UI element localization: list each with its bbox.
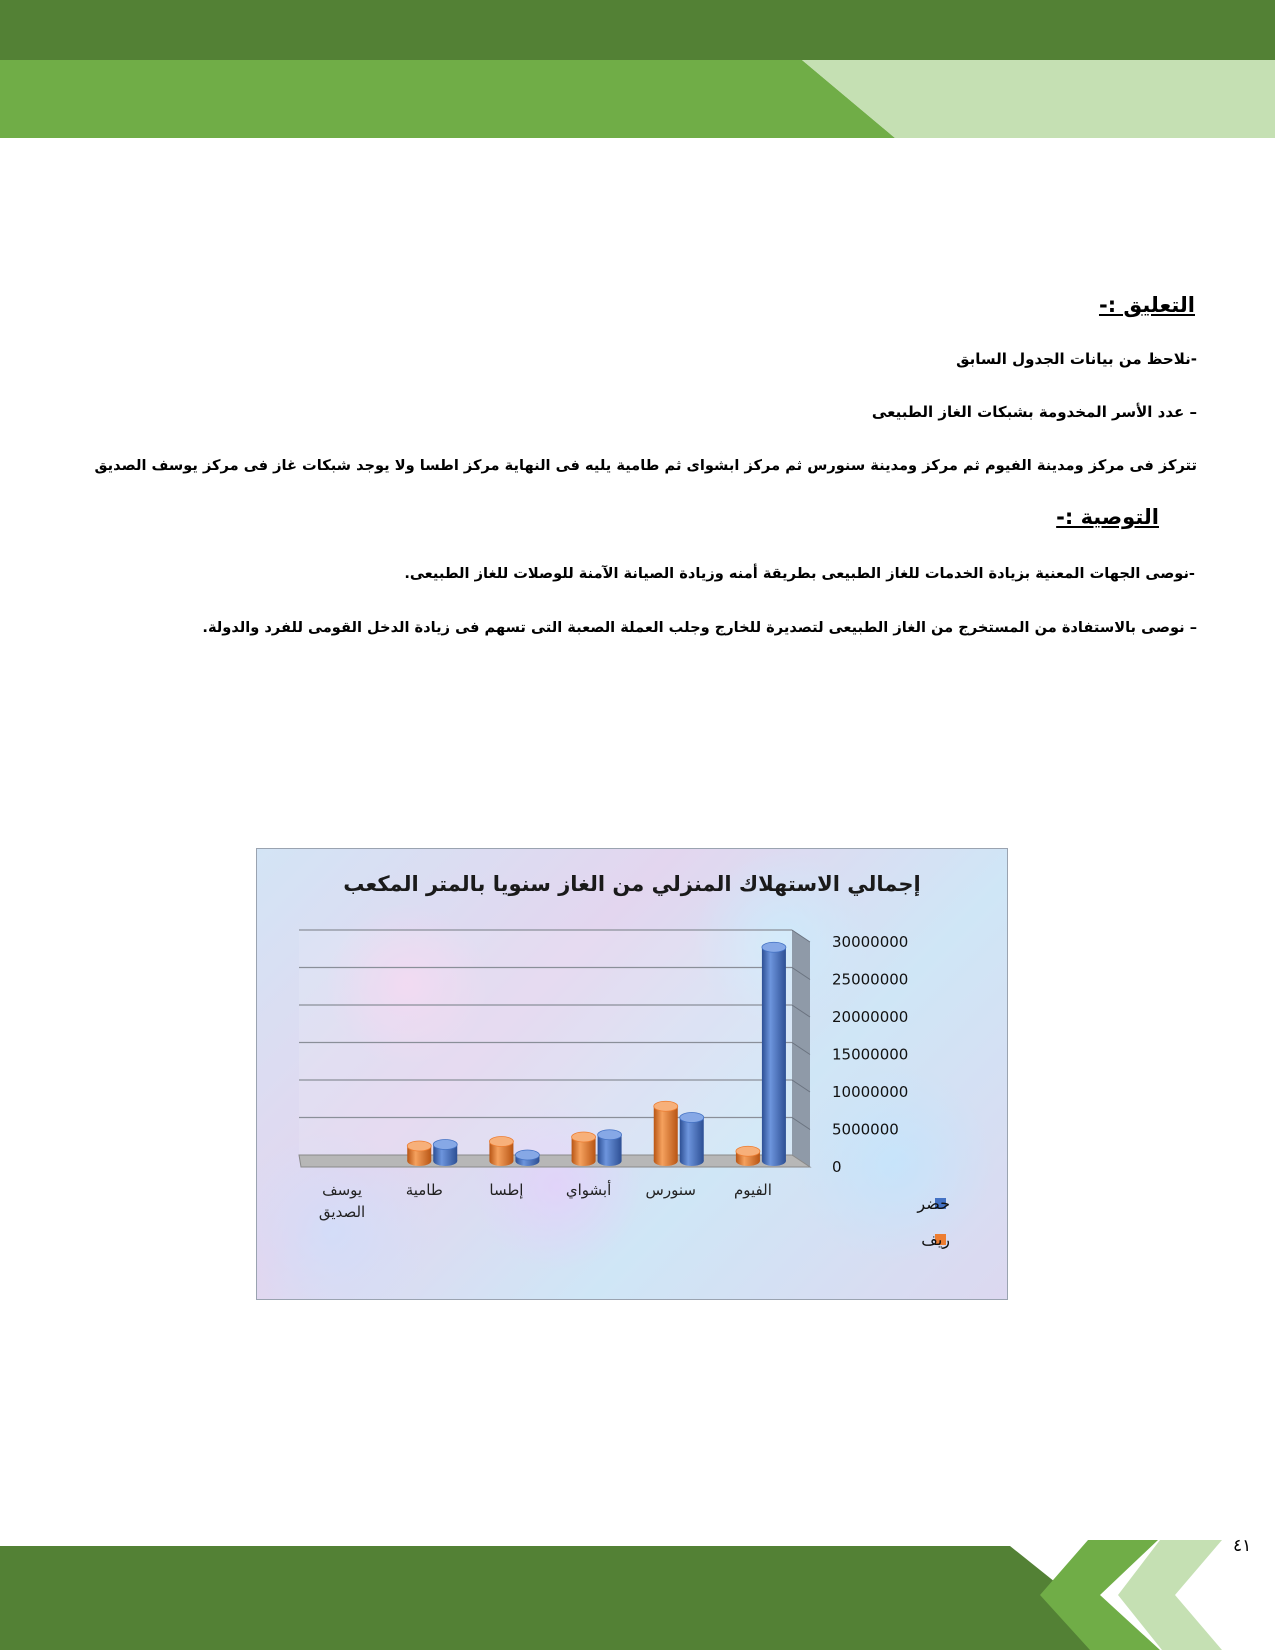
chart-bar-top [407, 1141, 431, 1151]
chart-y-tick-label: 10000000 [832, 1083, 909, 1101]
chart-x-tick-label: سنورس [645, 1181, 696, 1199]
chart-bar-base [680, 1156, 704, 1166]
chart-bar [762, 947, 786, 1161]
chart-bar-base [762, 1156, 786, 1166]
header-banner [0, 0, 1275, 140]
chart-bar-base [736, 1156, 760, 1166]
recommendation-line-2: – نوصى بالاستفادة من المستخرج من الغاز الطبيعى لتصديرة للخارج وجلب العملة الصعبة التى تسهم فى زيادة الدخل القومى للفرد والدولة. [202, 619, 1197, 636]
chart-y-tick-label: 0 [832, 1158, 842, 1176]
chart-floor [299, 1155, 810, 1167]
chart-x-tick-label: إطسا [489, 1181, 524, 1199]
header-mid-band [0, 60, 895, 138]
header-dark-band [0, 0, 1275, 60]
chart-bar-top [736, 1146, 760, 1156]
chart-bar-base [407, 1156, 431, 1166]
chart-bar-top [762, 942, 786, 952]
chart-bar-top [680, 1113, 704, 1123]
chart-bar-top [654, 1101, 678, 1111]
chart-container [256, 848, 1008, 1300]
chart-svg [257, 849, 1007, 1299]
comment-line-1: -نلاحظ من بيانات الجدول السابق [956, 350, 1197, 368]
chart-y-tick-label: 15000000 [832, 1045, 909, 1064]
chart-y-tick-label: 20000000 [832, 1008, 909, 1026]
chart-bar [680, 1118, 704, 1162]
chart-y-tick-label: 25000000 [832, 970, 909, 989]
chart-x-tick-label: أبشواي [565, 1181, 612, 1199]
comment-heading: التعليق :- [1098, 293, 1195, 317]
page-number: ٤١ [1233, 1536, 1252, 1556]
chart-y-tick-label: 5000000 [832, 1120, 899, 1139]
chart-legend-label: ريف [921, 1230, 950, 1249]
chart-bar-top [433, 1140, 457, 1150]
comment-line-3: تتركز فى مركز ومدينة الفيوم ثم مركز ومدينة سنورس ثم مركز ابشواى ثم طامية يليه فى النهاية مركز اطسا ولا يوجد شبكات غاز فى مركز يوسف الصديق [94, 457, 1197, 474]
chart-bar-base [433, 1156, 457, 1166]
comment-line-2: – عدد الأسر المخدومة بشبكات الغاز الطبيعى [871, 403, 1197, 421]
chart-x-tick-label: الفيوم [733, 1181, 772, 1199]
chart-x-tick-label: طامية [405, 1181, 443, 1199]
chart-y-tick-label: 30000000 [832, 933, 909, 951]
chart-x-tick-label: يوسف الصديق [318, 1181, 366, 1221]
chart-bar-top [489, 1137, 513, 1147]
chart-bar-base [489, 1156, 513, 1166]
chart-title: إجمالي الاستهلاك المنزلي من الغاز سنويا بالمتر المكعب [343, 872, 921, 896]
footer-dark-band [0, 1546, 1100, 1650]
chart-bar-top [598, 1130, 622, 1140]
chart-bar-top [572, 1132, 596, 1142]
recommendation-line-1: -نوصى الجهات المعنية بزيادة الخدمات للغاز الطبيعى بطريقة أمنه وزيادة الصيانة الآمنة للوصلات للغاز الطبيعى. [404, 565, 1195, 582]
footer-banner [0, 1540, 1275, 1650]
chart-bar-base [598, 1156, 622, 1166]
recommendation-heading: التوصية :- [1056, 505, 1159, 529]
chart-bar [654, 1106, 678, 1161]
chart-bar-top [515, 1150, 539, 1160]
chart-bar-base [654, 1156, 678, 1166]
chart-bar-base [572, 1156, 596, 1166]
chart-legend-label: حضر [917, 1194, 950, 1213]
